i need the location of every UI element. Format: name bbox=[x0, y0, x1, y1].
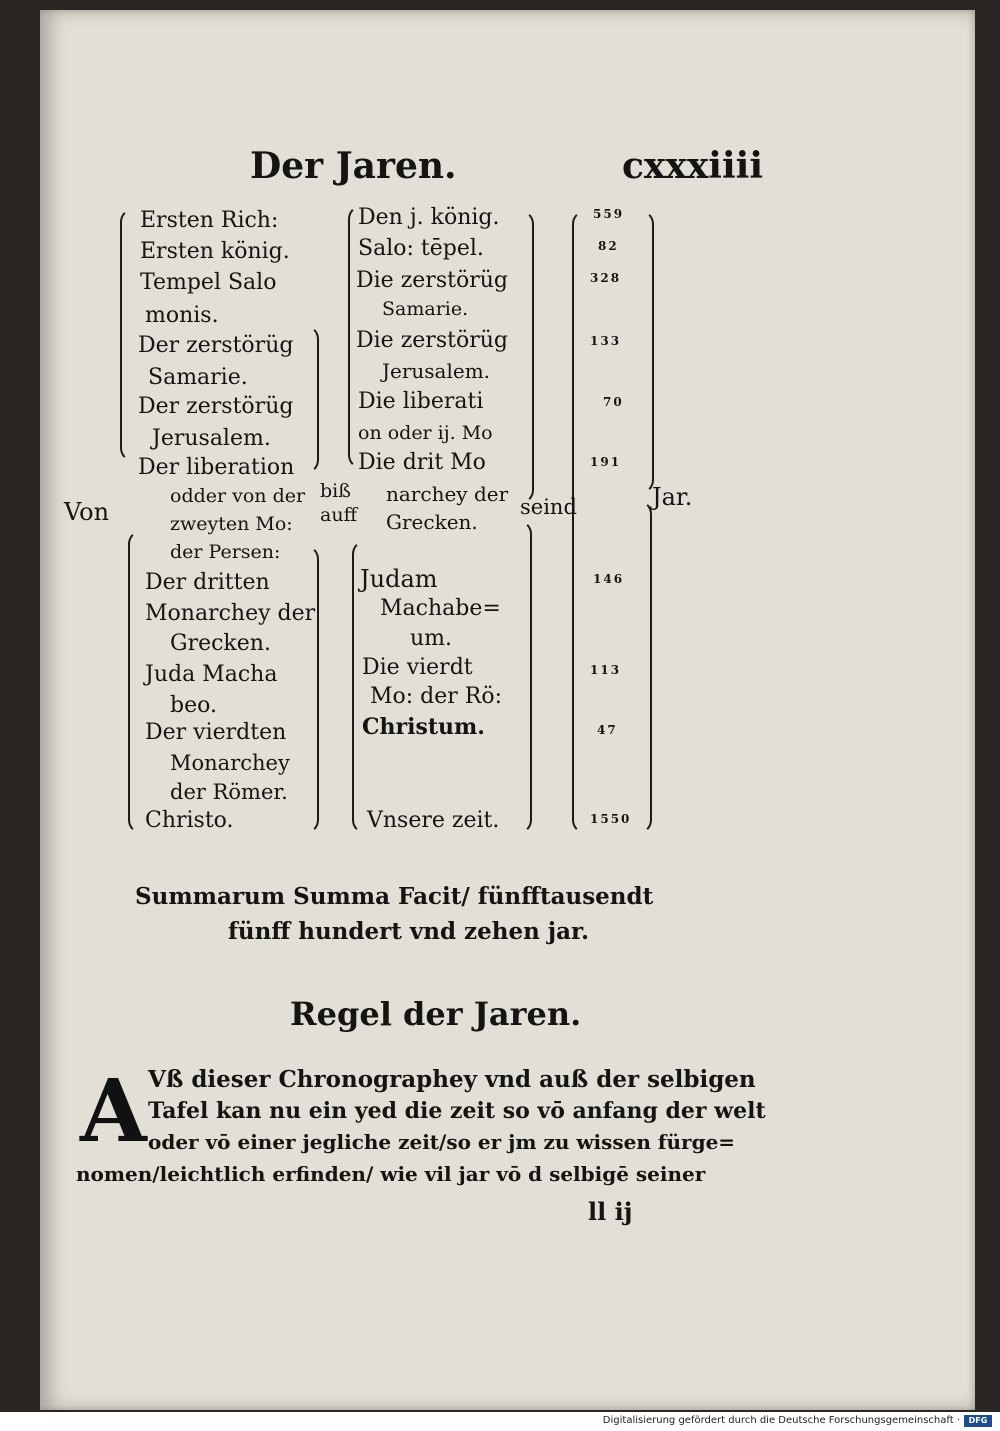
signature-mark: ll ij bbox=[588, 1197, 633, 1226]
col1-line: Juda Macha bbox=[145, 662, 278, 687]
label-von: Von bbox=[64, 498, 110, 526]
body-line: nomen/leichtlich erfinden/ wie vil jar vō d selbigē seiner bbox=[76, 1162, 706, 1186]
col1-line: Ersten könig. bbox=[140, 239, 290, 264]
brace-col2-right-top bbox=[518, 210, 534, 504]
col3-number: 559 bbox=[593, 207, 625, 221]
col1-line: Der zerstörüg bbox=[138, 394, 294, 419]
decorated-initial: A bbox=[80, 1061, 147, 1162]
col2-line: Vnsere zeit. bbox=[367, 808, 500, 833]
col1-line: Grecken. bbox=[170, 631, 271, 656]
dfg-logo: DFG bbox=[964, 1415, 992, 1427]
col2-line: Die zerstörüg bbox=[356, 268, 508, 293]
body-line: Tafel kan nu ein yed die zeit so vō anfang der welt bbox=[148, 1098, 766, 1124]
col1-line: Samarie. bbox=[148, 365, 248, 390]
col3-number: 1550 bbox=[590, 812, 632, 826]
col1-line: monis. bbox=[145, 303, 219, 328]
brace-col1-right bbox=[305, 545, 319, 834]
col3-number: 146 bbox=[593, 572, 625, 586]
label-jar: Jar. bbox=[652, 483, 693, 511]
col1-line: Monarchey der bbox=[145, 601, 316, 626]
brace-col3-left bbox=[572, 210, 586, 834]
col3-number: 191 bbox=[590, 455, 622, 469]
col3-number: 47 bbox=[597, 723, 618, 737]
brace-col3-right-bottom bbox=[638, 500, 652, 834]
col3-number: 328 bbox=[590, 271, 622, 285]
col1-line: Christo. bbox=[145, 808, 234, 833]
label-auff: auff bbox=[320, 504, 358, 526]
col2-line: Mo: der Rö: bbox=[370, 684, 503, 709]
col2-line: um. bbox=[410, 626, 453, 651]
col3-number: 82 bbox=[598, 239, 619, 253]
brace-col1-top bbox=[120, 208, 134, 462]
col1-line: odder von der bbox=[170, 485, 306, 507]
summary-line: Summarum Summa Facit/ fünfftausendt bbox=[135, 883, 654, 910]
col3-number: 113 bbox=[590, 663, 622, 677]
folio-number: cxxxiiii bbox=[622, 145, 764, 187]
col2-line: Judam bbox=[360, 565, 438, 593]
summary-line: fünff hundert vnd zehen jar. bbox=[228, 918, 590, 945]
label-seind: seind bbox=[520, 495, 577, 519]
col2-line: Jerusalem. bbox=[382, 359, 491, 383]
col2-line: Samarie. bbox=[382, 298, 469, 320]
running-title: Der Jaren. bbox=[250, 145, 457, 187]
col3-number: 70 bbox=[603, 395, 624, 409]
col1-line: Der dritten bbox=[145, 570, 270, 595]
col1-line: zweyten Mo: bbox=[170, 513, 293, 535]
col2-line: Die liberati bbox=[358, 389, 484, 414]
footer-bar bbox=[0, 1412, 1000, 1431]
col1-line: Der liberation bbox=[138, 455, 295, 480]
col2-line: Die vierdt bbox=[362, 655, 473, 680]
col2-line: Christum. bbox=[362, 714, 485, 740]
col2-line: Die drit Mo bbox=[358, 450, 486, 475]
body-line: Vß dieser Chronographey vnd auß der selbigen bbox=[148, 1066, 756, 1093]
col2-line: Machabe= bbox=[380, 596, 501, 621]
section-title: Regel der Jaren. bbox=[290, 995, 582, 1033]
col2-line: on oder ij. Mo bbox=[358, 422, 493, 444]
body-line: oder vō einer jegliche zeit/so er jm zu wissen fürge= bbox=[148, 1130, 736, 1154]
col1-line: Ersten Rich: bbox=[140, 208, 279, 233]
col2-line: Die zerstörüg bbox=[356, 328, 508, 353]
col2-line: narchey der bbox=[386, 482, 509, 506]
col3-number: 133 bbox=[590, 334, 622, 348]
brace-col1-mid bbox=[305, 325, 319, 474]
col1-line: beo. bbox=[170, 693, 217, 718]
col2-line: Salo: tēpel. bbox=[358, 236, 484, 261]
col2-line: Grecken. bbox=[386, 510, 478, 534]
col1-line: Jerusalem. bbox=[152, 426, 271, 451]
col1-line: Der vierdten bbox=[145, 720, 287, 745]
col1-line: Monarchey bbox=[170, 751, 290, 775]
footer-credit: Digitalisierung gefördert durch die Deutsche Forschungsgemeinschaft · bbox=[602, 1415, 960, 1426]
col1-line: Tempel Salo bbox=[140, 270, 277, 295]
label-biss: biß bbox=[320, 480, 351, 502]
col2-line: Den j. könig. bbox=[358, 205, 500, 230]
col1-line: der Persen: bbox=[170, 541, 281, 563]
brace-col2-right-bottom bbox=[516, 520, 532, 834]
brace-col3-right-top bbox=[640, 210, 654, 494]
col1-line: der Römer. bbox=[170, 780, 288, 804]
brace-col1-bottom bbox=[128, 530, 142, 834]
col1-line: Der zerstörüg bbox=[138, 333, 294, 358]
